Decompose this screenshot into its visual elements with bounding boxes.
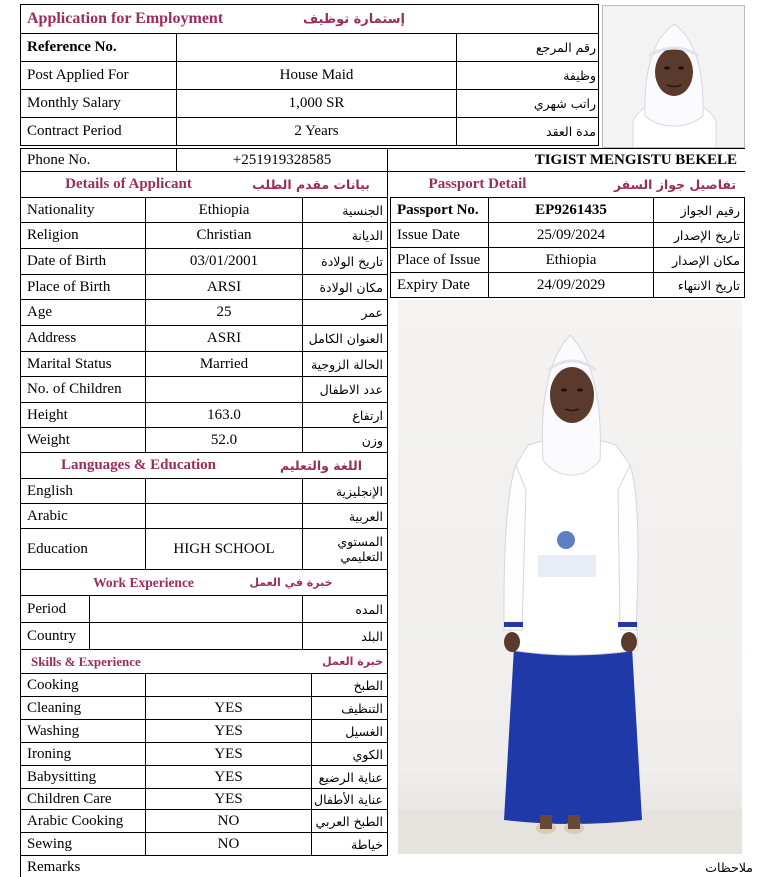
nationality-value: Ethiopia	[145, 198, 302, 222]
languages-heading-en: Languages & Education	[60, 457, 217, 473]
full-body-photo	[398, 300, 742, 854]
contract-label-ar: مدة العقد	[456, 118, 600, 145]
details-heading-ar: بيانات مقدم الطلب	[252, 177, 370, 192]
period-label: Period	[27, 600, 67, 617]
skills-heading	[20, 650, 388, 674]
reference-label: Reference No.	[27, 39, 117, 55]
salary-label: Monthly Salary	[27, 95, 121, 111]
education-label-ar	[302, 529, 387, 569]
sewing-value: NO	[145, 833, 311, 855]
period-value	[89, 596, 302, 622]
pob-value: ARSI	[145, 275, 302, 299]
passport-heading	[390, 172, 745, 198]
skills-heading-ar: خبرة العمل	[322, 655, 383, 668]
contract-value: 2 Years	[176, 118, 456, 145]
religion-row	[20, 223, 388, 249]
sewing-row	[20, 833, 388, 856]
address-value: ASRI	[145, 326, 302, 351]
applicant-name: TIGIST MENGISTU BEKELE	[534, 151, 737, 168]
washing-value: YES	[145, 720, 311, 742]
portrait-photo	[602, 5, 745, 148]
contract-row	[20, 118, 599, 146]
remarks-label: Remarks	[27, 859, 81, 875]
form-title-ar: إستمارة توظيف	[303, 11, 405, 27]
washing-label-ar: الغسيل	[311, 720, 387, 742]
children-care-row	[20, 789, 388, 810]
skills-heading-en: Skills & Experience	[31, 653, 141, 669]
english-value	[145, 479, 302, 503]
marital-row	[20, 352, 388, 377]
address-row	[20, 326, 388, 352]
marital-value: Married	[145, 352, 302, 376]
cooking-label: Cooking	[27, 676, 79, 693]
place-of-issue-row	[390, 248, 745, 273]
applicant-name-cell	[388, 148, 745, 172]
reference-label-ar: رقم المرجع	[456, 34, 600, 61]
age-value: 25	[145, 300, 302, 325]
post-label: Post Applied For	[27, 67, 129, 83]
place-of-issue-label: Place of Issue	[397, 251, 481, 268]
place-of-issue-label-ar: مكان الإصدار	[653, 248, 744, 272]
passport-no-label: Passport No.	[397, 201, 479, 218]
place-of-issue-value: Ethiopia	[488, 248, 653, 272]
period-label-ar: المده	[302, 596, 387, 622]
ironing-label: Ironing	[27, 745, 72, 762]
expiry-date-value: 24/09/2029	[488, 273, 653, 297]
weight-value: 52.0	[145, 428, 302, 452]
washing-label: Washing	[27, 722, 80, 739]
work-heading-ar: خبرة في العمل	[249, 576, 333, 589]
arabic-cooking-label-ar: الطبخ العربي	[311, 810, 387, 832]
babysitting-value: YES	[145, 766, 311, 788]
ironing-row	[20, 743, 388, 766]
salary-row	[20, 90, 599, 118]
post-row	[20, 62, 599, 90]
issue-date-value: 25/09/2024	[488, 223, 653, 247]
height-value: 163.0	[145, 403, 302, 427]
dob-row	[20, 249, 388, 275]
cooking-value	[145, 674, 311, 696]
country-row	[20, 623, 388, 650]
arabic-label: Arabic	[27, 507, 68, 524]
pob-label-ar: مكان الولادة	[302, 275, 387, 299]
sewing-label-ar: خياطة	[311, 833, 387, 855]
weight-row	[20, 428, 388, 453]
religion-label: Religion	[27, 227, 79, 243]
nationality-row	[20, 198, 388, 223]
english-row	[20, 479, 388, 504]
babysitting-label: Babysitting	[27, 768, 97, 785]
dob-label-ar: تاريخ الولادة	[302, 249, 387, 274]
arabic-cooking-row	[20, 810, 388, 833]
details-heading-en: Details of Applicant	[65, 176, 192, 192]
religion-value: Christian	[145, 223, 302, 248]
arabic-label-ar: العربية	[302, 504, 387, 528]
children-care-label: Children Care	[27, 790, 112, 807]
pob-label: Place of Birth	[27, 278, 111, 295]
cleaning-row	[20, 697, 388, 720]
expiry-date-row	[390, 273, 745, 298]
cleaning-label-ar: التنظيف	[311, 697, 387, 719]
cleaning-label: Cleaning	[27, 699, 82, 716]
country-value	[89, 623, 302, 649]
issue-date-label: Issue Date	[397, 226, 460, 243]
details-heading	[20, 172, 388, 198]
marital-label-ar: الحالة الزوجية	[302, 352, 387, 376]
phone-label: Phone No.	[27, 151, 91, 168]
cooking-label-ar: الطبخ	[311, 674, 387, 696]
babysitting-label-ar: عناية الرضيع	[311, 766, 387, 788]
religion-label-ar: الديانة	[302, 223, 387, 248]
salary-label-ar: راتب شهري	[456, 90, 600, 117]
nationality-label: Nationality	[27, 201, 95, 218]
height-label-ar: ارتفاع	[302, 403, 387, 427]
passport-heading-en: Passport Detail	[428, 176, 527, 192]
post-label-ar: وظيفة	[456, 62, 600, 89]
children-care-value: YES	[145, 789, 311, 809]
weight-label-ar: وزن	[302, 428, 387, 452]
height-row	[20, 403, 388, 428]
period-row	[20, 596, 388, 623]
passport-no-label-ar: رقيم الجواز	[653, 198, 744, 222]
pob-row	[20, 275, 388, 300]
issue-date-label-ar: تاريخ الإصدار	[653, 223, 744, 247]
issue-date-row	[390, 223, 745, 248]
age-row	[20, 300, 388, 326]
children-label: No. of Children	[27, 381, 122, 397]
dob-value: 03/01/2001	[145, 249, 302, 274]
reference-value	[176, 34, 456, 61]
remarks-label-ar: ملاحظات	[705, 860, 753, 875]
salary-value: 1,000 SR	[176, 90, 456, 117]
expiry-date-label: Expiry Date	[397, 276, 470, 293]
english-label-ar: الإنجليزية	[302, 479, 387, 503]
arabic-cooking-value: NO	[145, 810, 311, 832]
marital-label: Marital Status	[27, 355, 112, 372]
phone-value: +251919328585	[176, 149, 387, 171]
english-label: English	[27, 482, 73, 499]
address-label: Address	[27, 330, 77, 346]
cleaning-value: YES	[145, 697, 311, 719]
form-title-en: Application for Employment	[27, 10, 224, 27]
babysitting-row	[20, 766, 388, 789]
form-header	[20, 4, 599, 34]
work-heading-en: Work Experience	[93, 574, 194, 590]
country-label-ar: البلد	[302, 623, 387, 649]
languages-heading	[20, 453, 388, 479]
education-row	[20, 529, 388, 570]
education-label: Education	[27, 540, 88, 557]
education-ar-line2: التعليمي	[340, 549, 383, 564]
washing-row	[20, 720, 388, 743]
work-heading	[20, 570, 388, 596]
children-label-ar: عدد الاطفال	[302, 377, 387, 402]
arabic-cooking-label: Arabic Cooking	[27, 812, 124, 829]
children-care-label-ar: عناية الأطفال	[311, 789, 387, 809]
ironing-value: YES	[145, 743, 311, 765]
passport-heading-ar: تفاصيل جواز السفر	[613, 177, 737, 192]
post-value: House Maid	[176, 62, 456, 89]
height-label: Height	[27, 406, 68, 423]
sewing-label: Sewing	[27, 835, 72, 852]
address-label-ar: العنوان الكامل	[302, 326, 387, 351]
ironing-label-ar: الكوي	[311, 743, 387, 765]
arabic-row	[20, 504, 388, 529]
reference-row	[20, 34, 599, 62]
contract-label: Contract Period	[27, 123, 122, 139]
passport-no-value: EP9261435	[488, 198, 653, 222]
languages-heading-ar: اللغة والتعليم	[280, 458, 362, 473]
children-value	[145, 377, 302, 402]
phone-row	[20, 148, 388, 172]
passport-no-row	[390, 198, 745, 223]
expiry-date-label-ar: تاريخ الانتهاء	[653, 273, 744, 297]
country-label: Country	[27, 627, 77, 644]
weight-label: Weight	[27, 431, 70, 448]
children-row	[20, 377, 388, 403]
dob-label: Date of Birth	[27, 253, 107, 269]
education-ar-line1: المستوي	[337, 534, 383, 549]
remarks-row	[20, 856, 760, 877]
nationality-label-ar: الجنسية	[302, 198, 387, 222]
age-label-ar: عمر	[302, 300, 387, 325]
arabic-value	[145, 504, 302, 528]
education-value: HIGH SCHOOL	[145, 529, 302, 569]
age-label: Age	[27, 304, 52, 320]
cooking-row	[20, 674, 388, 697]
